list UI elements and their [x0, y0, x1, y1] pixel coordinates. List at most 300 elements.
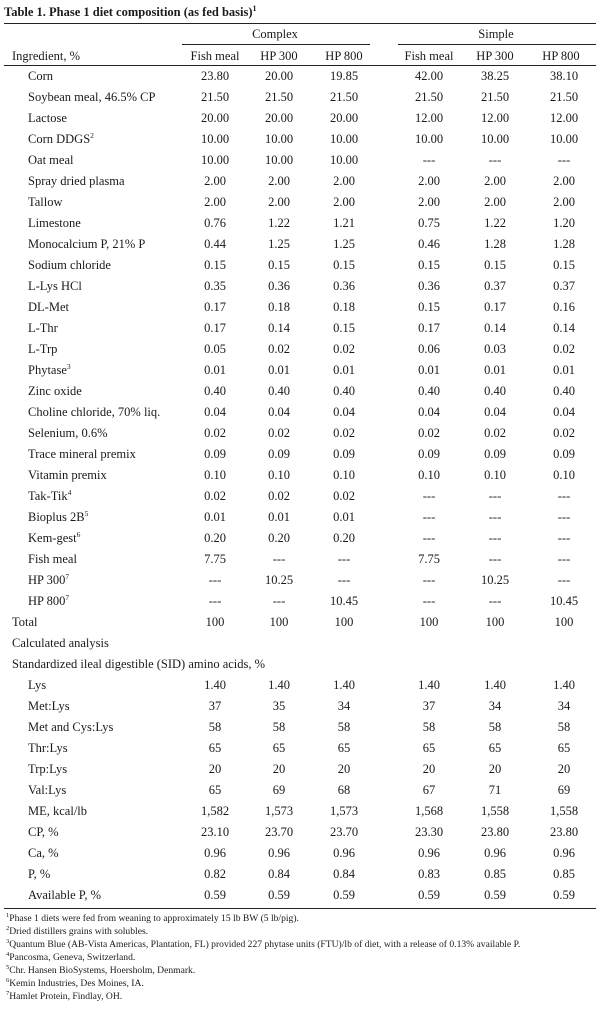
column-gap	[378, 129, 396, 150]
table-cell: 10.00	[329, 132, 359, 146]
row-label-text: Oat meal	[28, 153, 74, 167]
table-cell: ---	[557, 153, 571, 167]
table-cell: ---	[422, 489, 436, 503]
table-cell: 20.00	[200, 111, 230, 125]
table-cell: 0.01	[268, 363, 290, 377]
table-row	[0, 402, 600, 423]
row-label-text: DL-Met	[28, 300, 69, 314]
table-cell: 1.40	[204, 678, 226, 692]
footnote	[6, 964, 596, 977]
table-cell: 0.09	[418, 447, 440, 461]
row-label-text: Monocalcium P, 21% P	[28, 237, 146, 251]
table-cell: 0.15	[418, 258, 440, 272]
table-cell: 0.02	[268, 489, 290, 503]
table-row	[0, 66, 600, 87]
table-cell: ---	[337, 573, 351, 587]
table-cell: 0.02	[418, 426, 440, 440]
table-cell: 0.15	[268, 258, 290, 272]
column-header-simple-fish-meal: Fish meal	[404, 49, 454, 63]
row-label-text: HP 800	[28, 594, 66, 608]
row-label	[0, 612, 182, 633]
table-cell: 23.80	[549, 825, 579, 839]
column-gap	[378, 213, 396, 234]
table-cell: 0.02	[333, 489, 355, 503]
column-gap	[378, 465, 396, 486]
column-gap	[378, 234, 396, 255]
column-gap	[378, 885, 396, 906]
row-label	[0, 129, 182, 150]
table-cell: 0.59	[418, 888, 440, 902]
table-cell: 2.00	[553, 195, 575, 209]
column-gap	[378, 696, 396, 717]
row-label-text: L-Lys HCl	[28, 279, 82, 293]
table-cell	[396, 633, 462, 654]
table-cell: 69	[557, 783, 571, 797]
column-gap	[378, 318, 396, 339]
table-cell: 0.36	[268, 279, 290, 293]
table-cell: 34	[488, 699, 502, 713]
table-cell	[528, 633, 600, 654]
table-cell: 71	[488, 783, 502, 797]
table-cell: 20	[557, 762, 571, 776]
table-cell: 0.02	[333, 342, 355, 356]
column-gap	[378, 738, 396, 759]
row-label-text: L-Thr	[28, 321, 58, 335]
table-row	[0, 213, 600, 234]
table-title-text: Table 1. Phase 1 diet composition (as fed basis)	[4, 5, 253, 20]
footnote-mark: 6	[76, 529, 81, 539]
table-title-footnote-mark: 1	[252, 4, 257, 13]
column-gap	[378, 591, 396, 612]
table-cell: 58	[337, 720, 351, 734]
table-row	[0, 171, 600, 192]
footnote	[6, 977, 596, 990]
row-label	[0, 192, 182, 213]
table-cell: ---	[422, 153, 436, 167]
table-cell: 1.40	[553, 678, 575, 692]
table-cell: 1,558	[480, 804, 510, 818]
table-cell: ---	[488, 153, 502, 167]
row-label	[0, 507, 182, 528]
table-cell: 100	[485, 615, 505, 629]
table-cell	[396, 654, 462, 675]
table-cell: 0.15	[553, 258, 575, 272]
table-cell: 0.59	[484, 888, 506, 902]
table-cell: 69	[272, 783, 286, 797]
row-label	[0, 213, 182, 234]
row-label	[0, 486, 182, 507]
table-cell: 0.02	[553, 342, 575, 356]
table-row	[0, 549, 600, 570]
table-cell: 0.15	[484, 258, 506, 272]
table-cell: ---	[422, 573, 436, 587]
table-cell: 58	[208, 720, 222, 734]
table-row	[0, 465, 600, 486]
table-cell: 0.96	[204, 846, 226, 860]
table-cell: ---	[208, 573, 222, 587]
footnote-mark: 7	[65, 571, 70, 581]
table-cell: 68	[337, 783, 351, 797]
table-cell: 0.02	[268, 426, 290, 440]
table-cell: 0.96	[484, 846, 506, 860]
column-gap	[378, 780, 396, 801]
table-row	[0, 423, 600, 444]
footnote-mark: 6	[6, 976, 10, 984]
row-label	[0, 780, 182, 801]
table-cell: 0.10	[484, 468, 506, 482]
column-gap	[378, 444, 396, 465]
footnote-mark: 1	[6, 911, 10, 919]
table-cell: ---	[422, 594, 436, 608]
table-cell: 0.15	[204, 258, 226, 272]
table-cell	[528, 654, 600, 675]
table-cell: 0.85	[484, 867, 506, 881]
table-cell: 0.09	[333, 447, 355, 461]
footnotes	[6, 912, 596, 1003]
footnote	[6, 925, 596, 938]
column-header-complex-hp300: HP 300	[260, 49, 298, 63]
group-rule-simple	[398, 44, 596, 45]
row-label	[0, 318, 182, 339]
column-gap	[378, 570, 396, 591]
row-label	[0, 549, 182, 570]
column-header-ingredient: Ingredient, %	[12, 49, 81, 63]
row-label	[0, 717, 182, 738]
table-cell: 38.10	[549, 69, 579, 83]
table-cell: 34	[337, 699, 351, 713]
table-row	[0, 759, 600, 780]
row-label-text: Lactose	[28, 111, 67, 125]
table-cell	[182, 633, 248, 654]
table-cell: 58	[272, 720, 286, 734]
table-cell: 0.10	[204, 468, 226, 482]
row-label-text: Thr:Lys	[28, 741, 68, 755]
table-cell: 1.28	[484, 237, 506, 251]
footnote	[6, 951, 596, 964]
table-cell: 0.15	[333, 321, 355, 335]
table-cell: 20.00	[264, 111, 294, 125]
table-cell: 100	[269, 615, 289, 629]
table-cell: 0.17	[418, 321, 440, 335]
column-header-complex-fish-meal: Fish meal	[190, 49, 240, 63]
table-cell: 0.10	[418, 468, 440, 482]
table-cell: 1.21	[333, 216, 355, 230]
table-cell: 0.10	[553, 468, 575, 482]
table-cell	[462, 654, 528, 675]
column-gap	[378, 402, 396, 423]
table-cell: ---	[488, 552, 502, 566]
table-cell: 0.40	[204, 384, 226, 398]
row-label	[0, 633, 182, 654]
column-gap	[378, 423, 396, 444]
table-cell: 1.40	[418, 678, 440, 692]
table-cell: 10.25	[264, 573, 294, 587]
table-cell: 34	[557, 699, 571, 713]
table-cell: 2.00	[204, 174, 226, 188]
table-cell: 1.25	[333, 237, 355, 251]
table-cell: 23.80	[200, 69, 230, 83]
table-cell: 0.36	[418, 279, 440, 293]
table-cell: 1.28	[553, 237, 575, 251]
column-gap	[378, 276, 396, 297]
table-cell: 10.00	[329, 153, 359, 167]
row-label-text: Val:Lys	[28, 783, 67, 797]
footnote-text: Quantum Blue (AB-Vista Americas, Plantation, FL) provided 227 phytase units (FTU)/lb of diet, with a release of 0.13% available P.	[9, 939, 521, 950]
row-label-text: Vitamin premix	[28, 468, 107, 482]
row-label-text: Soybean meal, 46.5% CP	[28, 90, 156, 104]
table-cell: 0.03	[484, 342, 506, 356]
table-cell: 0.02	[268, 342, 290, 356]
column-gap	[378, 675, 396, 696]
table-cell: 0.04	[268, 405, 290, 419]
table-row	[0, 339, 600, 360]
table-row	[0, 633, 600, 654]
table-cell: 58	[422, 720, 436, 734]
column-gap	[378, 633, 396, 654]
table-cell: 21.50	[329, 90, 359, 104]
table-cell: 65	[422, 741, 436, 755]
table-cell: 0.06	[418, 342, 440, 356]
table-cell: 1,573	[329, 804, 359, 818]
table-cell: 0.02	[553, 426, 575, 440]
table-row	[0, 486, 600, 507]
table-cell: 20.00	[264, 69, 294, 83]
table-cell: 0.59	[204, 888, 226, 902]
table-cell: ---	[272, 594, 286, 608]
table-cell: 7.75	[418, 552, 440, 566]
table-cell: 37	[422, 699, 436, 713]
row-label-text: Spray dried plasma	[28, 174, 125, 188]
table-cell: 65	[272, 741, 286, 755]
table-cell: 42.00	[414, 69, 444, 83]
table-cell: 0.09	[204, 447, 226, 461]
row-label	[0, 465, 182, 486]
table-cell: 1,558	[549, 804, 579, 818]
row-label	[0, 402, 182, 423]
group-header-simple: Simple	[478, 27, 514, 41]
table-cell	[248, 633, 310, 654]
column-gap	[378, 297, 396, 318]
row-label	[0, 843, 182, 864]
table-cell: 0.04	[204, 405, 226, 419]
table-cell: 0.40	[333, 384, 355, 398]
row-label	[0, 255, 182, 276]
table-cell: 10.45	[329, 594, 359, 608]
table-cell: 2.00	[204, 195, 226, 209]
row-label-text: HP 300	[28, 573, 66, 587]
footnote-mark: 5	[84, 508, 89, 518]
table-cell: 2.00	[333, 174, 355, 188]
row-label	[0, 171, 182, 192]
column-gap	[378, 801, 396, 822]
table-cell: 100	[205, 615, 225, 629]
table-cell: 0.02	[333, 426, 355, 440]
table-row	[0, 108, 600, 129]
row-label	[0, 150, 182, 171]
footnote-text: Dried distillers grains with solubles.	[9, 926, 149, 937]
table-cell: 0.17	[204, 300, 226, 314]
footnote-text: Phase 1 diets were fed from weaning to approximately 15 lb BW (5 lb/pig).	[9, 913, 299, 924]
row-label	[0, 759, 182, 780]
column-gap	[378, 843, 396, 864]
row-label-text: P, %	[28, 867, 51, 881]
table-cell: 0.46	[418, 237, 440, 251]
table-cell: 20	[272, 762, 286, 776]
table-cell: 10.00	[549, 132, 579, 146]
table-cell: ---	[557, 510, 571, 524]
column-gap	[378, 192, 396, 213]
table-row	[0, 738, 600, 759]
table-cell: 0.83	[418, 867, 440, 881]
footnote-mark: 7	[6, 989, 10, 997]
column-gap	[378, 87, 396, 108]
table-cell: 21.50	[414, 90, 444, 104]
table-cell: 0.96	[268, 846, 290, 860]
row-label-text: Limestone	[28, 216, 81, 230]
table-cell: 0.01	[418, 363, 440, 377]
table-cell: 0.10	[333, 468, 355, 482]
row-label-text: Met:Lys	[28, 699, 70, 713]
table-cell: 2.00	[333, 195, 355, 209]
row-label-text: Available P, %	[28, 888, 102, 902]
row-label-text: Calculated analysis	[12, 636, 109, 650]
table-cell: 0.44	[204, 237, 226, 251]
table-cell: 0.96	[553, 846, 575, 860]
row-label	[0, 381, 182, 402]
table-cell: 100	[554, 615, 574, 629]
table-cell: 1,568	[414, 804, 444, 818]
footnote-mark: 3	[66, 361, 71, 371]
column-gap	[378, 507, 396, 528]
table-cell: ---	[488, 510, 502, 524]
table-cell: 0.15	[418, 300, 440, 314]
table-cell: 0.40	[418, 384, 440, 398]
table-cell: 65	[337, 741, 351, 755]
table-cell: 12.00	[480, 111, 510, 125]
footnote	[6, 912, 596, 925]
top-rule	[4, 23, 596, 24]
row-label	[0, 801, 182, 822]
table-cell: 0.17	[204, 321, 226, 335]
table-cell: 0.02	[204, 426, 226, 440]
table-row	[0, 801, 600, 822]
table-cell	[310, 654, 378, 675]
table-cell: 0.84	[268, 867, 290, 881]
row-label	[0, 864, 182, 885]
table-cell: 58	[557, 720, 571, 734]
row-label-text: L-Trp	[28, 342, 58, 356]
table-cell: 10.00	[264, 132, 294, 146]
bottom-rule	[4, 908, 596, 909]
footnote-text: Hamlet Protein, Findlay, OH.	[9, 991, 123, 1002]
column-gap	[378, 717, 396, 738]
table-cell: 35	[272, 699, 286, 713]
table-cell: 65	[208, 783, 222, 797]
table-cell: 10.00	[200, 153, 230, 167]
table-cell: 0.35	[204, 279, 226, 293]
row-label-text: Trace mineral premix	[28, 447, 136, 461]
table-cell: 0.76	[204, 216, 226, 230]
column-gap	[378, 66, 396, 87]
table-cell: 0.04	[333, 405, 355, 419]
row-label	[0, 696, 182, 717]
table-cell: ---	[557, 531, 571, 545]
table-cell: 0.18	[268, 300, 290, 314]
table-row	[0, 381, 600, 402]
table-cell: 1,582	[200, 804, 230, 818]
column-gap	[378, 549, 396, 570]
row-label	[0, 108, 182, 129]
table-cell: 100	[419, 615, 439, 629]
row-label	[0, 528, 182, 549]
column-gap	[378, 255, 396, 276]
footnote	[6, 938, 596, 951]
row-label-text: Choline chloride, 70% liq.	[28, 405, 161, 419]
table-cell: 1,573	[264, 804, 294, 818]
table-cell: 0.01	[333, 363, 355, 377]
table-cell: 10.45	[549, 594, 579, 608]
column-gap	[378, 339, 396, 360]
table-row	[0, 360, 600, 381]
table-cell: 38.25	[480, 69, 510, 83]
table-cell: 0.59	[553, 888, 575, 902]
table-cell: 0.20	[268, 531, 290, 545]
column-gap	[378, 528, 396, 549]
table-cell: 0.40	[268, 384, 290, 398]
row-label-text: Zinc oxide	[28, 384, 82, 398]
table-cell: 21.50	[264, 90, 294, 104]
row-label-text: Kem-gest	[28, 531, 77, 545]
column-gap	[378, 171, 396, 192]
column-gap	[378, 150, 396, 171]
diet-composition-table	[0, 66, 600, 906]
column-gap	[378, 864, 396, 885]
row-label	[0, 885, 182, 906]
table-row	[0, 675, 600, 696]
row-label	[0, 444, 182, 465]
table-cell: 58	[488, 720, 502, 734]
column-gap	[378, 108, 396, 129]
table-cell: 2.00	[268, 174, 290, 188]
table-cell: 0.14	[553, 321, 575, 335]
table-cell: 2.00	[553, 174, 575, 188]
table-cell: 0.01	[553, 363, 575, 377]
table-cell: 20	[422, 762, 436, 776]
table-row	[0, 255, 600, 276]
table-cell: 23.70	[264, 825, 294, 839]
table-cell: 0.20	[204, 531, 226, 545]
column-header-complex-hp800: HP 800	[325, 49, 363, 63]
table-cell: ---	[488, 531, 502, 545]
row-label-text: Total	[12, 615, 38, 629]
row-label	[0, 276, 182, 297]
table-row	[0, 444, 600, 465]
table-cell: 2.00	[484, 174, 506, 188]
table-cell: ---	[422, 510, 436, 524]
table-row	[0, 843, 600, 864]
table-cell: 2.00	[418, 174, 440, 188]
group-header-complex: Complex	[252, 27, 298, 41]
table-cell: 0.02	[484, 426, 506, 440]
column-gap	[378, 759, 396, 780]
table-cell: 65	[557, 741, 571, 755]
footnote-text: Pancosma, Geneva, Switzerland.	[9, 952, 136, 963]
row-label	[0, 738, 182, 759]
row-label-text: Corn DDGS	[28, 132, 91, 146]
table-row	[0, 822, 600, 843]
table-cell: 21.50	[480, 90, 510, 104]
table-cell: 10.00	[264, 153, 294, 167]
